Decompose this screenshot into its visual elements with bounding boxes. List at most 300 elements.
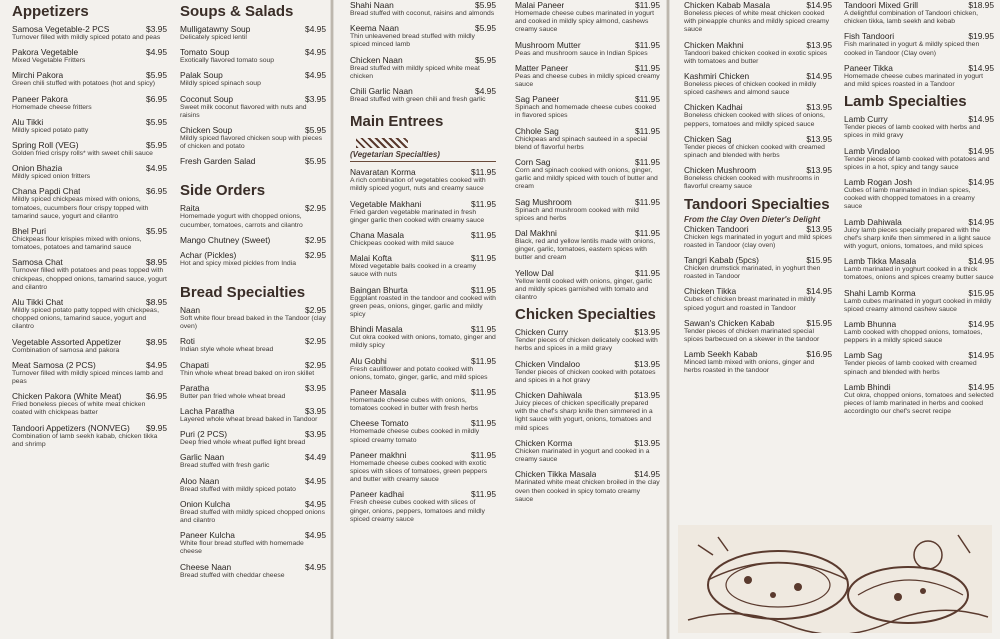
menu-item-price: $6.95 [146, 93, 167, 104]
menu-item-name: Dal Makhni [515, 228, 557, 239]
menu-item-name: Lamb Tikka Masala [844, 256, 917, 267]
menu-item-description: Homemade cheese cubes cooked in mildly spiced creamy tomato [350, 428, 480, 444]
menu-item-chicken-curry [515, 327, 660, 353]
menu-item-name: Keema Naan [350, 23, 399, 34]
menu-item-price: $11.95 [635, 39, 660, 50]
menu-item-samosa-vegetable-2-pcs [12, 24, 167, 42]
menu-item-description: Bread stuffed with mildly spiced potato [180, 485, 296, 493]
menu-item-description: Thin whole wheat bread baked on iron skillet [180, 369, 315, 377]
menu-item-description: Homemade cheese cubes cooked with exotic spices with slices of tomatoes, green peppers and butter with creamy sauce [350, 459, 488, 484]
menu-item-price: $5.95 [475, 23, 496, 34]
menu-item-corn-sag [515, 157, 660, 192]
menu-item-name: Samosa Vegetable-2 PCS [12, 24, 110, 34]
main-entrees-header [350, 110, 496, 162]
menu-item-onion-kulcha [180, 499, 326, 525]
menu-panel-middle [334, 0, 666, 639]
menu-item-chicken-makhni [684, 40, 832, 66]
menu-item-row [844, 350, 994, 360]
menu-item-name: Lacha Paratha [180, 406, 235, 417]
menu-item-row [515, 268, 660, 278]
menu-item-row [350, 167, 496, 177]
menu-item-description: Minced lamb mixed with onions, ginger and herbs roasted in the tandoor [684, 359, 815, 375]
menu-item-name: Palak Soup [180, 70, 223, 81]
menu-item-row [515, 327, 660, 337]
menu-item-name: Paneer kadhai [350, 489, 405, 500]
menu-item-name: Chicken Korma [515, 437, 573, 448]
menu-item-description: Mildly spiced potato patty topped with chickpeas, chopped onions, tamarind sauce, yogurt and cilantro [12, 307, 159, 331]
menu-item-name: Chana Masala [350, 230, 405, 241]
menu-item-lamb-bhindi [844, 382, 994, 417]
menu-item-row [350, 356, 496, 366]
menu-item-price: $5.95 [146, 140, 167, 151]
menu-item-row [350, 387, 496, 397]
menu-item-description: Juicy lamb pieces specially prepared with the chef's sharp knife then simmered in a light sauce with yogurt, onions, tomatoes, and mild spices [844, 226, 991, 251]
menu-item-row [684, 318, 832, 328]
menu-item-description: Bread stuffed with coconut, raisins and almonds [350, 10, 495, 17]
menu-item-name: Alu Gobhi [350, 355, 387, 366]
menu-item-row [180, 562, 326, 572]
menu-item-price: $8.95 [146, 257, 167, 268]
menu-item-baingan-bhurta [350, 285, 496, 320]
menu-item-row [515, 197, 660, 207]
menu-item-row [515, 126, 660, 136]
menu-item-row [844, 217, 994, 227]
menu-item-description: Thin unleavened bread stuffed with mildly spiced minced lamb [350, 33, 475, 49]
menu-item-price: $4.95 [305, 530, 326, 541]
menu-item-row [684, 40, 832, 50]
menu-item-price: $5.95 [146, 70, 167, 81]
menu-item-chana-masala [350, 230, 496, 248]
menu-item-paneer-pakora [12, 94, 167, 112]
menu-item-name: Chicken Curry [515, 327, 569, 338]
menu-item-description: Corn and spinach cooked with onions, ginger, garlic and mildly spiced with touch of butter and cream [515, 167, 658, 191]
menu-item-row [12, 423, 167, 433]
menu-item-description: Tender pieces of chicken cooked with potatoes and spices in a hot gravy [515, 368, 656, 384]
menu-item-price: $6.95 [146, 186, 167, 197]
menu-item-description: Peas and mushroom sauce in Indian Spices [515, 49, 648, 57]
menu-item-row [515, 359, 660, 369]
menu-item-name: Chicken Vindaloo [515, 358, 581, 369]
menu-item-price: $13.95 [806, 165, 832, 176]
menu-item-row [180, 452, 326, 462]
section-title-main-entrees: Main Entrees [350, 113, 444, 131]
menu-item-price: $11.95 [471, 284, 496, 295]
menu-item-name: Cheese Naan [180, 561, 232, 572]
menu-item-chana-papdi-chat [12, 186, 167, 221]
menu-item-price: $13.95 [806, 133, 832, 144]
menu-item-lamb-dahiwala [844, 217, 994, 252]
menu-item-description: Tender pieces of lamb cooked with creamed spinach and blended with herbs [844, 360, 977, 376]
menu-item-row [180, 499, 326, 509]
menu-item-description: Combination of samosa and pakora [12, 346, 120, 354]
menu-item-row [844, 319, 994, 329]
menu-item-price: $16.95 [806, 349, 832, 360]
menu-item-price: $3.95 [305, 429, 326, 440]
menu-item-price: $9.95 [146, 422, 167, 433]
menu-item-description: Green chili stuffed with potatoes (hot and spicy) [12, 80, 156, 88]
menu-item-alu-tikki-chat [12, 297, 167, 332]
menu-item-row [180, 24, 326, 34]
menu-item-malai-paneer [515, 0, 660, 35]
menu-item-price: $11.95 [635, 228, 660, 239]
menu-item-description: Chicken drumstick marinated, in yoghurt then roasted in Tandoor [684, 265, 821, 281]
menu-item-description: Boneless chicken cooked with mushrooms in flavorful creamy sauce [684, 175, 820, 191]
menu-item-name: Raita [180, 203, 200, 214]
menu-panel-right [670, 0, 1000, 639]
menu-item-puri-2-pcs [180, 429, 326, 447]
menu-item-price: $11.95 [635, 125, 660, 136]
section-title-tandoori-specialties: Tandoori Specialties [684, 195, 830, 213]
menu-item-cheese-naan [180, 562, 326, 580]
menu-item-chicken-naan [350, 55, 496, 81]
menu-item-name: Baingan Bhurta [350, 284, 408, 295]
menu-item-description: Tender pieces of chicken cooked with creamed spinach and blended with herbs [684, 143, 825, 160]
menu-item-name: Sawan's Chicken Kabab [684, 317, 775, 328]
menu-item-price: $4.49 [305, 452, 326, 463]
menu-item-tandoori-mixed-grill [844, 0, 994, 26]
menu-item-name: Achar (Pickles) [180, 249, 237, 260]
panel-fold-2 [667, 0, 669, 639]
menu-item-price: $11.95 [635, 157, 660, 168]
menu-item-name: Tangri Kabab (5pcs) [684, 255, 759, 266]
menu-item-name: Matter Paneer [515, 62, 569, 73]
menu-item-description: Cubes of lamb marinated in Indian spices, cooked with chopped tomatoes in a creamy sauce [844, 187, 975, 211]
menu-item-chicken-tandoori [684, 224, 832, 250]
menu-item-price: $4.95 [146, 47, 167, 58]
menu-item-description: Fish marinated in yogurt & mildly spiced then cooked in Tandoor (Clay oven) [844, 41, 980, 57]
menu-item-description: Combination of lamb seekh kabab, chicken tikka and shrimp [12, 432, 158, 448]
menu-item-description: White flour bread stuffed with homemade cheese [180, 540, 304, 556]
menu-item-price: $11.95 [471, 253, 496, 264]
menu-item-tomato-soup [180, 47, 326, 65]
menu-item-description: Chickpeas cooked with mild sauce [350, 240, 454, 248]
menu-item-sag-mushroom [515, 197, 660, 223]
menu-item-price: $14.95 [634, 469, 660, 480]
menu-item-chicken-tikka [684, 286, 832, 312]
menu-item-row [684, 286, 832, 296]
menu-item-lamb-rogan-josh [844, 177, 994, 212]
menu-item-price: $14.95 [968, 145, 994, 156]
menu-item-name: Onion Bhazia [12, 163, 63, 174]
menu-item-price: $3.95 [305, 406, 326, 417]
menu-item-price: $11.95 [471, 230, 496, 241]
menu-item-name: Onion Kulcha [180, 498, 231, 509]
menu-item-price: $4.95 [146, 359, 167, 370]
menu-item-price: $14.95 [968, 114, 994, 125]
menu-item-description: Mildly spiced potato patty [12, 126, 89, 134]
menu-item-description: Mildly spiced flavored chicken soup with pieces of chicken and potato [180, 135, 323, 151]
menu-item-row [844, 31, 994, 41]
menu-item-price: $2.95 [305, 359, 326, 370]
menu-item-name: Paneer Tikka [844, 62, 893, 73]
menu-item-name: Chicken Sag [684, 133, 732, 144]
menu-item-price: $5.95 [305, 125, 326, 136]
menu-item-row [844, 146, 994, 156]
menu-item-dal-makhni [515, 228, 660, 263]
menu-item-name: Chapati [180, 359, 209, 370]
menu-item-row [180, 305, 326, 315]
menu-item-price: $8.95 [146, 297, 167, 308]
menu-item-name: Chicken Soup [180, 125, 233, 136]
menu-item-row [350, 324, 496, 334]
menu-item-lamb-seekh-kabab [684, 349, 832, 375]
menu-item-description: Mildly spiced spinach soup [180, 80, 261, 88]
menu-item-price: $2.95 [305, 203, 326, 214]
menu-item-name: Lamb Dahiwala [844, 216, 902, 227]
menu-item-name: Corn Sag [515, 157, 551, 168]
menu-item-price: $4.95 [305, 47, 326, 58]
menu-item-vegetable-assorted-appetizer [12, 337, 167, 355]
menu-item-row [844, 382, 994, 392]
menu-item-price: $13.95 [634, 358, 660, 369]
menu-item-price: $4.95 [305, 475, 326, 486]
soups-sides-breads-column [180, 0, 326, 639]
menu-item-price: $11.95 [635, 0, 660, 10]
menu-item-description: Tender pieces of lamb cooked with herbs and spices in mild gravy [844, 124, 981, 140]
menu-item-description: Exotically flavored tomato soup [180, 57, 275, 65]
menu-item-price: $11.95 [471, 198, 496, 209]
menu-item-vegetable-makhani [350, 199, 496, 225]
menu-item-name: Alu Tikki [12, 116, 44, 127]
menu-item-chicken-tikka-masala [515, 469, 660, 504]
menu-item-fresh-garden-salad [180, 156, 326, 166]
menu-item-malai-kofta [350, 253, 496, 279]
menu-item-price: $4.95 [146, 163, 167, 174]
menu-item-price: $11.95 [635, 62, 660, 73]
menu-item-row [684, 71, 832, 81]
menu-item-chicken-korma [515, 438, 660, 464]
menu-item-name: Alu Tikki Chat [12, 297, 64, 308]
menu-item-sawan-s-chicken-kabab [684, 318, 832, 344]
menu-item-row [12, 24, 167, 34]
menu-item-row [844, 177, 994, 187]
menu-item-price: $13.95 [806, 39, 832, 50]
menu-item-row [12, 257, 167, 267]
menu-item-name: Chicken Dahiwala [515, 390, 583, 401]
menu-item-price: $11.95 [471, 489, 496, 500]
menu-item-description: Lamb cubes marinated in yogurt cooked in mildly spiced creamy almond cashew sauce [844, 297, 992, 313]
menu-item-description: Tender pieces of chicken delicately cooked with herbs and spices in a mild gravy [515, 337, 658, 353]
menu-item-row [684, 165, 832, 175]
menu-item-name: Shahi Naan [350, 0, 394, 10]
menu-item-description: A delightful combination of Tandoori chicken, chicken tikka, lamb seekh and kebab [844, 10, 979, 26]
section-subtitle-vegetarian: (Vegetarian Specialties) [350, 150, 440, 160]
menu-item-description: Fried boneless pieces of white meat chicken coated with chickpeas batter [12, 401, 146, 417]
menu-item-row [350, 230, 496, 240]
menu-item-name: Meat Samosa (2 PCS) [12, 359, 96, 370]
menu-item-row [684, 224, 832, 234]
menu-item-paneer-makhni [350, 450, 496, 485]
menu-item-mulligatawny-soup [180, 24, 326, 42]
menu-item-paneer-kulcha [180, 530, 326, 556]
menu-item-description: Mixed vegetable balls cooked in a creamy sauce with nuts [350, 263, 477, 279]
menu-item-price: $11.95 [635, 94, 660, 105]
menu-item-description: Marinated white meat chicken broiled in the clay oven then cooked in spicy tomato creamy sauce [515, 479, 660, 503]
menu-item-description: Mildly spiced onion fritters [12, 173, 91, 181]
menu-item-row [180, 476, 326, 486]
menu-item-pakora-vegetable [12, 47, 167, 65]
section-title-appetizers: Appetizers [12, 3, 89, 20]
menu-item-yellow-dal [515, 268, 660, 303]
menu-item-price: $5.95 [475, 54, 496, 65]
menu-item-lamb-curry [844, 114, 994, 140]
menu-item-name: Yellow Dal [515, 267, 554, 278]
menu-item-navaratan-korma [350, 167, 496, 193]
menu-item-price: $5.95 [146, 226, 167, 237]
menu-item-price: $19.95 [968, 31, 994, 42]
menu-item-name: Mirchi Pakora [12, 70, 64, 81]
menu-item-description: Butter pan fried whole wheat bread [180, 392, 286, 400]
menu-item-description: Tender pieces of lamb cooked with potatoes and spices in a hot, spicy and tangy sauce [844, 155, 990, 171]
menu-item-name: Paneer Kulcha [180, 530, 235, 541]
menu-item-price: $2.95 [305, 234, 326, 245]
menu-item-description: Turnover filled with potatoes and peas topped with chickpeas, chopped onions, tamarind sauce, yogurt and cilantro [12, 267, 167, 291]
menu-item-row [844, 0, 994, 10]
menu-item-price: $15.95 [806, 317, 832, 328]
menu-item-name: Chicken Mushroom [684, 165, 757, 176]
menu-item-description: Spinach and mushroom cooked with mild spices and herbs [515, 206, 639, 222]
menu-item-row [12, 186, 167, 196]
menu-item-row [350, 23, 496, 33]
menu-item-name: Chicken Makhni [684, 39, 744, 50]
menu-item-shahi-naan [350, 0, 496, 18]
menu-item-description: Layered whole wheat bread baked in Tandoor [180, 416, 318, 424]
menu-item-description: A rich combination of vegetables cooked with mildly spiced yogurt, nuts and creamy sauce [350, 177, 486, 193]
appetizers-column [12, 0, 167, 639]
menu-item-description: Boneless pieces of white meat chicken cooked with pineapple chunks and mildly spiced creamy sauce [684, 10, 830, 34]
menu-item-price: $13.95 [634, 437, 660, 448]
menu-item-description: Chicken legs marinated in yogurt and mild spices roasted in Tandoor (clay oven) [684, 233, 832, 249]
menu-item-name: Lamb Vindaloo [844, 145, 900, 156]
menu-item-description: Fried garden vegetable marinated in fresh ginger garlic then cooked with creamy sauce [350, 208, 485, 224]
menu-item-tangri-kabab-5pcs [684, 255, 832, 281]
breads-main-entrees-column [350, 0, 496, 639]
menu-item-mango-chutney-sweet [180, 235, 326, 245]
menu-item-description: Fresh cheese cubes cooked with slices of ginger, onions, peppers, tomatoes and mildly spiced creamy sauce [350, 499, 485, 523]
menu-item-description: Sweet milk coconut flavored with nuts and raisins [180, 103, 307, 119]
lamb-column [844, 0, 994, 517]
menu-item-paneer-kadhai [350, 489, 496, 524]
veg-chicken-column [515, 0, 660, 639]
menu-item-description: Hot and spicy mixed pickles from India [180, 259, 296, 267]
menu-item-price: $14.95 [806, 71, 832, 82]
menu-item-lamb-tikka-masala [844, 256, 994, 282]
menu-item-description: Delicately spiced lentil [180, 34, 247, 41]
menu-item-price: $3.95 [305, 93, 326, 104]
menu-item-row [12, 47, 167, 57]
menu-item-price: $2.95 [305, 305, 326, 316]
menu-item-name: Paneer Pakora [12, 93, 68, 104]
menu-item-name: Paneer Masala [350, 387, 407, 398]
menu-item-description: Eggplant roasted in the tandoor and cooked with green peas, onions, ginger, garlic and mildly spicy [350, 294, 496, 319]
menu-item-description: Indian style whole wheat bread [180, 346, 274, 354]
menu-item-name: Spring Roll (VEG) [12, 140, 79, 151]
menu-item-name: Garlic Naan [180, 452, 225, 463]
menu-item-chicken-mushroom [684, 165, 832, 191]
section-title-lamb-specialties: Lamb Specialties [844, 93, 967, 111]
menu-item-description: Cubes of chicken breast marinated in mildly spiced yogurt and roasted in Tandoor [684, 296, 816, 312]
menu-item-price: $14.95 [968, 381, 994, 392]
menu-item-description: Black, red and yellow lentils made with onions, ginger, garlic, tomatoes, eastern spices with butter and cream [515, 238, 656, 262]
menu-panel-left [0, 0, 330, 639]
menu-item-price: $14.95 [968, 216, 994, 227]
menu-item-price: $5.95 [146, 116, 167, 127]
menu-item-aloo-naan [180, 476, 326, 494]
menu-item-description: Tender pieces of chicken marinated special spices barbecued on a skewer in the tandoor [684, 327, 820, 344]
menu-item-name: Chicken Tandoori [684, 223, 749, 234]
menu-item-mushroom-mutter [515, 40, 660, 58]
menu-item-name: Lamb Seekh Kabab [684, 349, 758, 360]
menu-item-name: Fish Tandoori [844, 31, 895, 42]
menu-item-paneer-tikka [844, 63, 994, 89]
menu-item-name: Lamb Bhunna [844, 319, 897, 330]
menu-item-coconut-soup [180, 94, 326, 120]
menu-item-kashmiri-chicken [684, 71, 832, 97]
menu-item-tandoori-appetizers-nonveg [12, 423, 167, 449]
menu-item-row [515, 390, 660, 400]
menu-item-name: Malai Kofta [350, 253, 392, 264]
menu-item-row [12, 391, 167, 401]
menu-item-chili-garlic-naan [350, 86, 496, 104]
menu-item-price: $15.95 [806, 255, 832, 266]
menu-item-name: Puri (2 PCS) [180, 429, 228, 440]
menu-item-paratha [180, 383, 326, 401]
menu-item-price: $8.95 [146, 336, 167, 347]
menu-item-keema-naan [350, 23, 496, 49]
menu-item-name: Malai Paneer [515, 0, 565, 10]
menu-item-onion-bhazia [12, 163, 167, 181]
menu-item-row [12, 117, 167, 127]
menu-item-price: $14.95 [968, 319, 994, 330]
menu-item-description: Bread stuffed with fresh garlic [180, 462, 270, 470]
menu-item-row [180, 94, 326, 104]
menu-item-chhole-sag [515, 126, 660, 152]
menu-item-name: Naan [180, 305, 201, 316]
menu-item-description: Chickpeas flour krispies mixed with onions, tomatoes, potatoes and tamarind sauce [12, 236, 142, 252]
menu-item-row [180, 70, 326, 80]
menu-item-row [844, 114, 994, 124]
menu-item-price: $14.95 [806, 0, 832, 10]
menu-item-name: Tandoori Appetizers (NONVEG) [12, 422, 130, 433]
menu-item-price: $11.95 [471, 418, 496, 429]
menu-item-description: Homemade cheese cubes marinated in yogurt and cooked in mildly spicy almond, cashews creamy sauce [515, 10, 655, 34]
menu-item-name: Chicken Tikka Masala [515, 469, 597, 480]
menu-item-matter-paneer [515, 63, 660, 89]
menu-item-name: Lamb Rogan Josh [844, 177, 912, 188]
menu-item-description: Bread stuffed with mildly spiced chopped onions and cilantro [180, 508, 325, 525]
menu-item-name: Mulligatawny Soup [180, 24, 251, 34]
menu-item-name: Navaratan Korma [350, 167, 416, 178]
menu-item-price: $18.95 [968, 0, 994, 10]
menu-item-row [350, 55, 496, 65]
menu-item-price: $4.95 [305, 498, 326, 509]
menu-item-row [350, 285, 496, 295]
menu-item-description: Yellow lentil cooked with onions, ginger, garlic and mildly spices garnished with tomato and cilantro [515, 277, 653, 302]
menu-item-chicken-kadhai [684, 102, 832, 128]
menu-item-price: $4.95 [305, 24, 326, 34]
menu-item-name: Vegetable Assorted Appetizer [12, 336, 122, 347]
menu-item-row [180, 156, 326, 166]
menu-item-price: $13.95 [806, 223, 832, 234]
section-title-soups-salads: Soups & Salads [180, 3, 294, 20]
menu-item-row [515, 157, 660, 167]
menu-item-description: Soft white flour bread baked in the Tandoor (clay oven) [180, 315, 326, 331]
menu-item-row [180, 360, 326, 370]
menu-item-name: Chana Papdi Chat [12, 186, 81, 197]
menu-item-description: Chickpeas and spinach sauteed in a special blend of flavorful herbs [515, 135, 648, 151]
menu-item-row [180, 383, 326, 393]
section-title-bread-specialties: Bread Specialties [180, 284, 306, 302]
